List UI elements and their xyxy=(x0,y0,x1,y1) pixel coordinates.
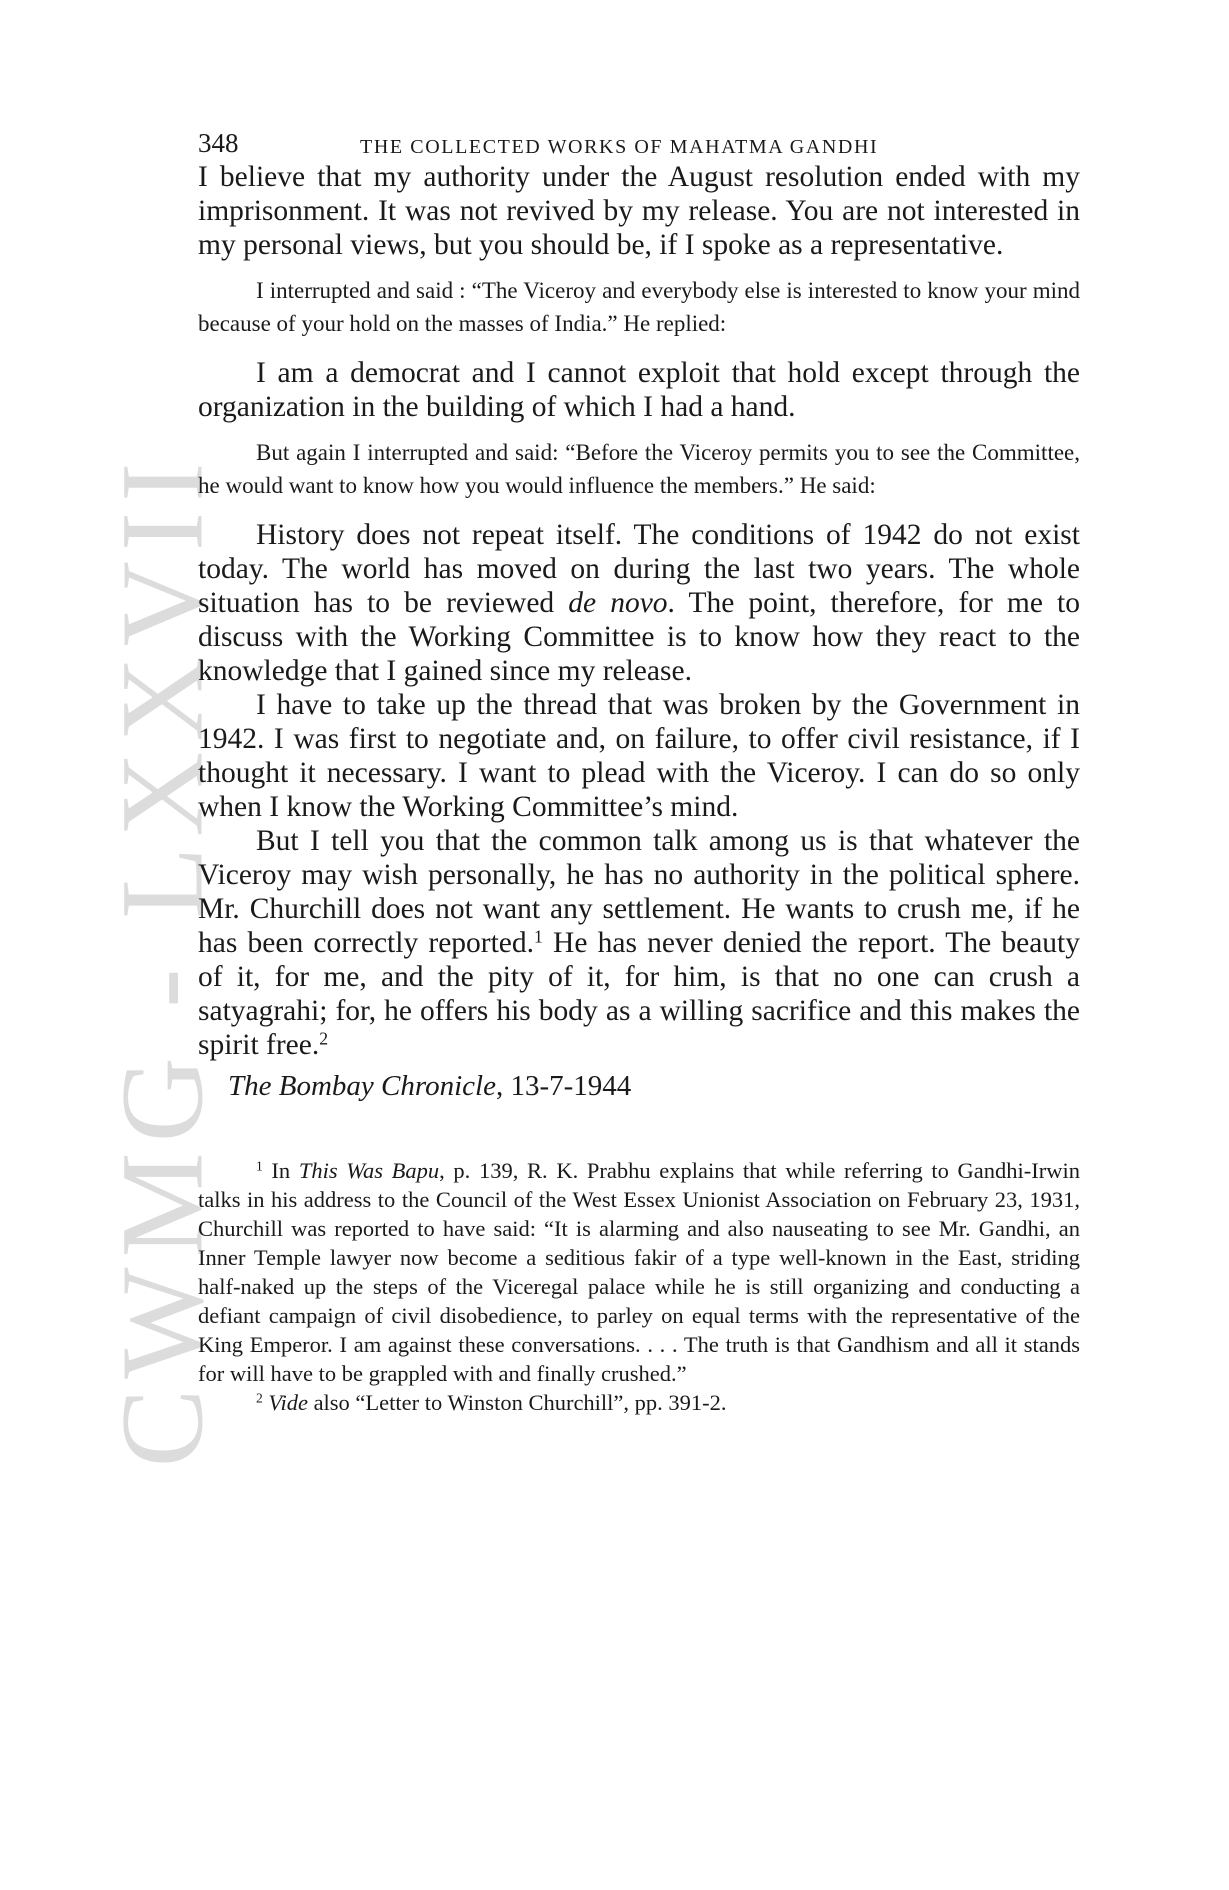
footnote-2 xyxy=(198,1388,1080,1417)
footnote-1-mark: 1 xyxy=(256,1158,263,1174)
paragraph-5 xyxy=(198,518,1080,688)
paragraph-5-text-b: . The point, therefore, for me to discuss with the Working Committee is to know how they react to the knowledge that I gained since my release. xyxy=(198,587,1080,687)
running-head: THE COLLECTED WORKS OF MAHATMA GANDHI xyxy=(360,136,879,158)
paragraph-3: I am a democrat and I cannot exploit that hold except through the organization in the building of which I had a hand. xyxy=(198,357,1080,423)
paragraph-2: I interrupted and said : “The Viceroy and everybody else is interested to know your mind because of your hold on the masses of India.” He replied: xyxy=(198,278,1080,336)
footnote-ref-2: 2 xyxy=(319,1028,329,1049)
source-date: , 13-7-1944 xyxy=(495,1070,632,1102)
footnote-2-mark: 2 xyxy=(256,1390,263,1406)
footnote-2-text: also “Letter to Winston Churchill”, pp. 391-2. xyxy=(307,1390,727,1415)
paragraph-1: I believe that my authority under the August resolution ended with my imprisonment. It was not revived by my release. You are not interested in my personal views, but you should be, if I spoke as a representative. xyxy=(198,161,1080,261)
paragraph-7-text-b: He has never denied the report. The beauty of it, for me, and the pity of it, for him, is that no one can crush a satyagrahi; for, he offers his body as a willing sacrifice and this makes the spirit free. xyxy=(198,927,1080,1061)
watermark-text: CWMG - LXXVII xyxy=(96,452,228,1468)
footnote-1 xyxy=(198,1156,1080,1388)
paragraph-5-text-a: History does not repeat itself. The conditions of 1942 do not exist today. The world has moved on during the last two years. The whole situation has to be reviewed xyxy=(198,519,1080,619)
footnotes xyxy=(198,1156,1080,1417)
paragraph-4: But again I interrupted and said: “Before the Viceroy permits you to see the Committee, he would want to know how you would influence the members.” He said: xyxy=(198,440,1080,498)
footnote-ref-1: 1 xyxy=(534,926,543,947)
paragraph-7 xyxy=(198,824,1080,1062)
footnote-1-pre: In xyxy=(262,1158,299,1183)
paragraph-5-italic: de novo xyxy=(568,587,668,619)
page-header xyxy=(198,120,1080,160)
source-citation xyxy=(198,1068,1080,1104)
footnote-2-vide: Vide xyxy=(268,1390,308,1415)
page xyxy=(198,120,1080,1417)
page-number: 348 xyxy=(198,128,239,158)
source-title: The Bombay Chronicle xyxy=(228,1070,496,1102)
paragraph-6: I have to take up the thread that was broken by the Government in 1942. I was first to negotiate and, on failure, to offer civil resistance, if I thought it necessary. I want to plead with the Viceroy. I can do so only when I know the Working Committee’s mind. xyxy=(198,689,1080,823)
paragraph-7-text-a: But I tell you that the common talk among us is that whatever the Viceroy may wish personally, he has no authority in the political sphere. Mr. Churchill does not want any settlement. He wants to crush me, if he has been correctly reported. xyxy=(198,825,1080,959)
footnote-1-title: This Was Bapu xyxy=(298,1158,440,1183)
footnote-1-text: , p. 139, R. K. Prabhu explains that while referring to Gandhi-Irwin talks in his address to the Council of the West Essex Unionist Association on February 23, 1931, Churchill was reported to have said: “It is alarming and also nauseating to see Mr. Gandhi, an Inner Temple lawyer now become a seditious fakir of a type well-known in the East, striding half-naked up the steps of the Viceregal palace while he is still organizing and conducting a defiant campaign of civil disobedience, to parley on equal terms with the representative of the King Emperor. I am against these conversations. . . . The truth is that Gandhism and all it stands for will have to be grappled with and finally crushed.” xyxy=(198,1158,1081,1386)
